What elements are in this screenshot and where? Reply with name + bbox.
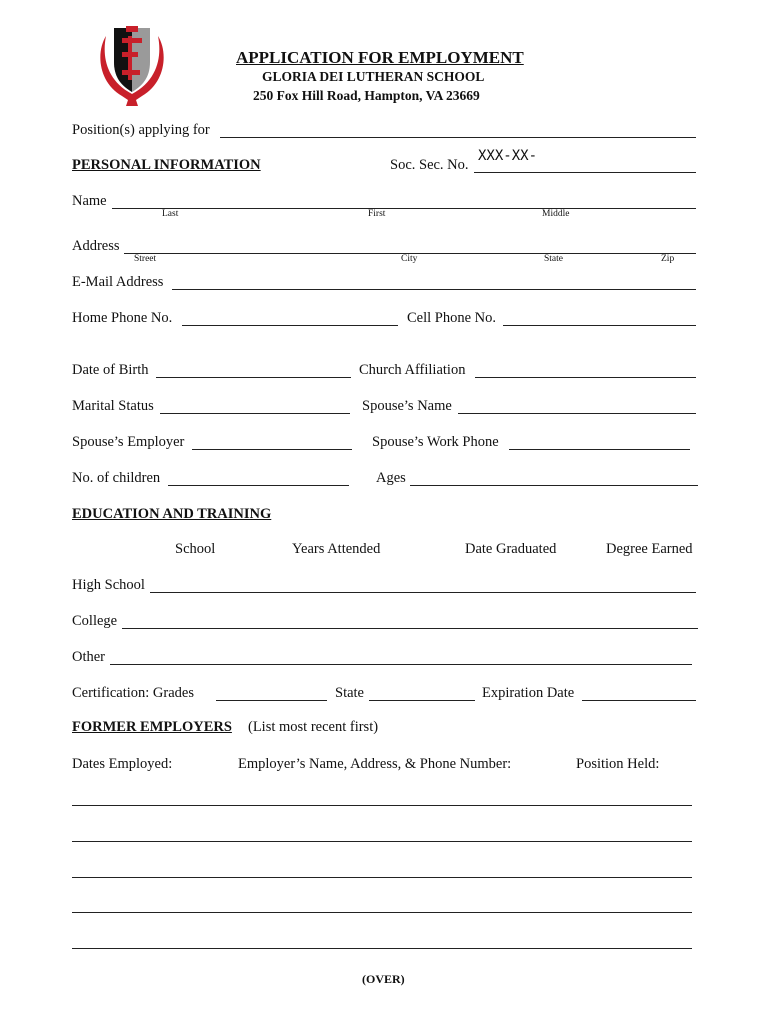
edu-col-years: Years Attended: [292, 541, 381, 557]
spouse-employer-label: Spouse’s Employer: [72, 434, 185, 450]
employer-line[interactable]: [72, 948, 692, 949]
college-label: College: [72, 613, 118, 629]
emp-col-dates: Dates Employed:: [72, 756, 173, 772]
spouse-work-phone-field[interactable]: [509, 449, 690, 450]
position-label: Position(s) applying for: [72, 122, 210, 138]
employer-line[interactable]: [72, 877, 692, 878]
name-first-label: First: [368, 209, 386, 219]
edu-col-graduated: Date Graduated: [465, 541, 557, 557]
other-label: Other: [72, 649, 106, 665]
email-field[interactable]: [172, 289, 696, 290]
cert-state-field[interactable]: [369, 700, 475, 701]
employer-line[interactable]: [72, 912, 692, 913]
employer-line[interactable]: [72, 805, 692, 806]
position-field[interactable]: [220, 137, 696, 138]
spouse-name-label: Spouse’s Name: [362, 398, 452, 414]
address-city-label: City: [401, 254, 418, 264]
expiration-field[interactable]: [582, 700, 696, 701]
expiration-label: Expiration Date: [482, 685, 575, 701]
church-field[interactable]: [475, 377, 696, 378]
employers-note: (List most recent first): [248, 719, 379, 735]
employer-line[interactable]: [72, 841, 692, 842]
ages-field[interactable]: [410, 485, 698, 486]
email-label: E-Mail Address: [72, 274, 164, 290]
marital-label: Marital Status: [72, 398, 154, 414]
school-name: GLORIA DEI LUTHERAN SCHOOL: [262, 69, 485, 84]
name-field[interactable]: [112, 208, 696, 209]
footer-over: (OVER): [362, 972, 405, 986]
education-heading: EDUCATION AND TRAINING: [72, 506, 272, 522]
name-last-label: Last: [162, 209, 179, 219]
spouse-work-phone-label: Spouse’s Work Phone: [372, 434, 499, 450]
school-crest-icon: [92, 22, 172, 106]
ssn-label: Soc. Sec. No.: [390, 157, 469, 173]
ssn-field[interactable]: [474, 172, 696, 173]
personal-info-heading: PERSONAL INFORMATION: [72, 157, 261, 173]
high-school-label: High School: [72, 577, 145, 593]
certification-label: Certification: Grades: [72, 685, 194, 701]
edu-col-degree: Degree Earned: [606, 541, 693, 557]
home-phone-field[interactable]: [182, 325, 398, 326]
church-label: Church Affiliation: [359, 362, 466, 378]
certification-grades-field[interactable]: [216, 700, 327, 701]
dob-field[interactable]: [156, 377, 351, 378]
address-state-label: State: [544, 254, 563, 264]
emp-col-position: Position Held:: [576, 756, 660, 772]
spouse-name-field[interactable]: [458, 413, 696, 414]
marital-field[interactable]: [160, 413, 350, 414]
employers-heading: FORMER EMPLOYERS: [72, 719, 232, 735]
dob-label: Date of Birth: [72, 362, 149, 378]
name-label: Name: [72, 193, 107, 209]
other-field[interactable]: [110, 664, 692, 665]
children-label: No. of children: [72, 470, 161, 486]
home-phone-label: Home Phone No.: [72, 310, 173, 326]
high-school-field[interactable]: [150, 592, 696, 593]
name-middle-label: Middle: [542, 209, 570, 219]
cell-phone-label: Cell Phone No.: [407, 310, 497, 326]
college-field[interactable]: [122, 628, 698, 629]
address-street-label: Street: [134, 254, 157, 264]
school-address: 250 Fox Hill Road, Hampton, VA 23669: [253, 88, 480, 103]
ages-label: Ages: [376, 470, 406, 486]
cell-phone-field[interactable]: [503, 325, 696, 326]
children-field[interactable]: [168, 485, 349, 486]
spouse-employer-field[interactable]: [192, 449, 352, 450]
ssn-value: XXX-XX-: [478, 148, 538, 164]
form-title: APPLICATION FOR EMPLOYMENT: [236, 48, 524, 67]
address-zip-label: Zip: [661, 254, 675, 264]
address-label: Address: [72, 238, 120, 254]
emp-col-employer: Employer’s Name, Address, & Phone Number:: [238, 756, 512, 772]
cert-state-label: State: [335, 685, 364, 701]
edu-col-school: School: [175, 541, 216, 557]
